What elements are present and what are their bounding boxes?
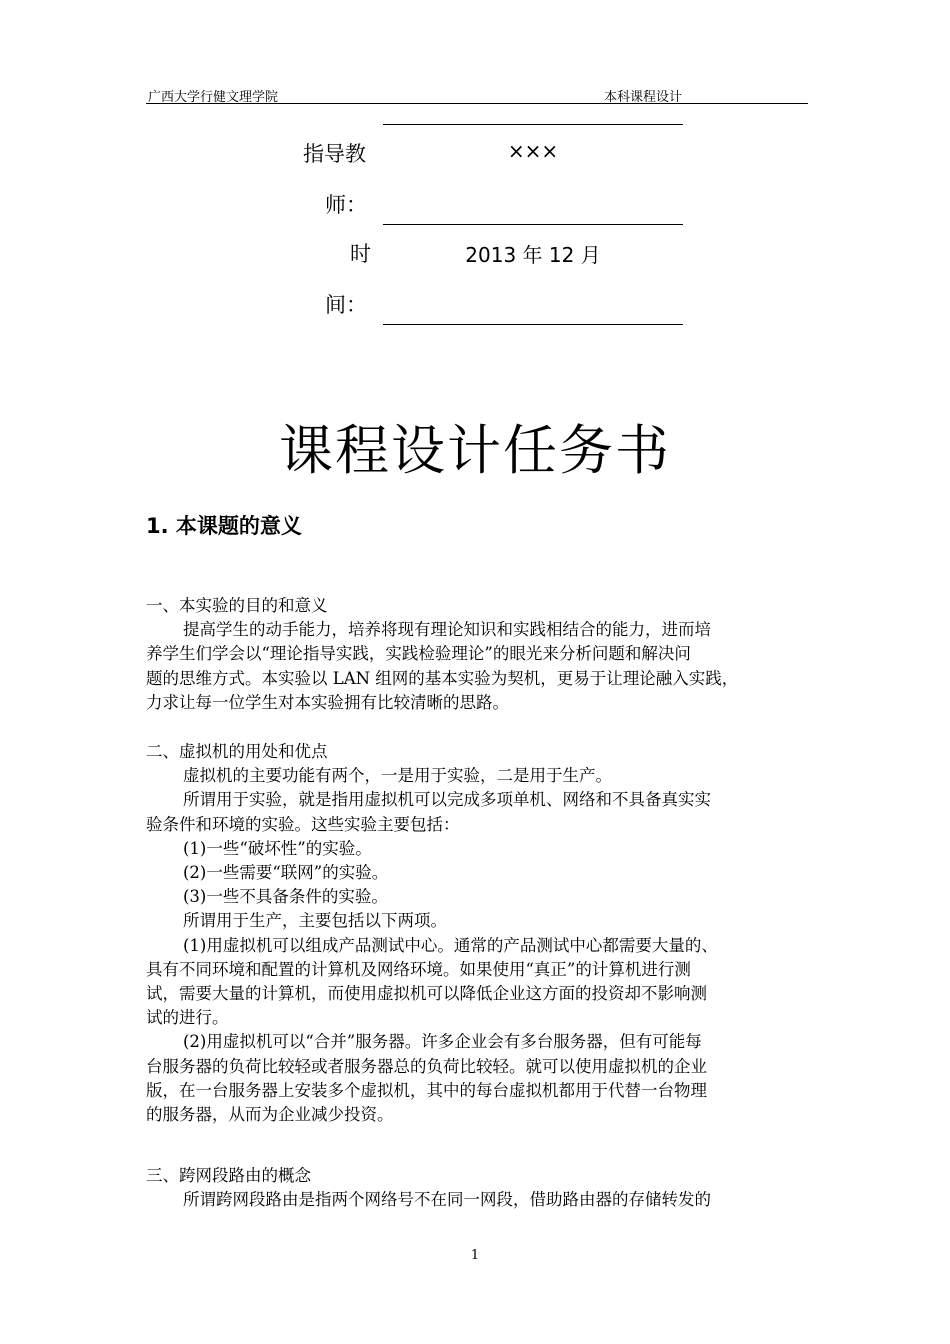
document-title: 课程设计任务书 [279, 419, 671, 482]
paragraph-line: 验条件和环境的实验。这些实验主要包括： [146, 814, 460, 834]
list-item: (1)一些“破坏性”的实验。 [183, 838, 372, 858]
section-title: 1. 本课题的意义 [146, 514, 302, 538]
block-purpose [146, 594, 810, 715]
paragraph-line: 试，需要大量的计算机，而使用虚拟机可以降低企业这方面的投资却不影响测 [146, 984, 707, 1004]
paragraph-line: 所谓跨网段路由是指两个网络号不在同一网段，借助路由器的存储转发的 [183, 1190, 711, 1210]
advisor-label-line2: 师： [325, 193, 367, 217]
time-label-line1: 时 [350, 242, 371, 266]
paragraph-line: (1)用虚拟机可以组成产品测试中心。通常的产品测试中心都需要大量的、 [183, 935, 718, 955]
list-item: (3)一些不具备条件的实验。 [183, 887, 388, 907]
paragraph-line: (2)用虚拟机可以“合并”服务器。许多企业会有多台服务器，但有可能每 [183, 1032, 702, 1052]
underline-time [383, 324, 683, 325]
advisor-label-line1: 指导教 [303, 142, 366, 166]
paragraph-line: 台服务器的负荷比较轻或者服务器总的负荷比较轻。就可以使用虚拟机的企业 [146, 1056, 707, 1076]
block-heading: 二、虚拟机的用处和优点 [146, 742, 328, 761]
page-number: 1 [470, 1248, 480, 1263]
header-rule [146, 103, 808, 104]
header-course: 本科课程设计 [604, 90, 683, 105]
time-value: 2013 年 12 月 [465, 243, 601, 267]
block-heading: 三、跨网段路由的概念 [146, 1166, 311, 1185]
paragraph-line: 具有不同环境和配置的计算机及网络环境。如果使用“真正”的计算机进行测 [146, 959, 691, 979]
advisor-value: ××× [507, 139, 559, 163]
header-school: 广西大学行健文理学院 [148, 90, 279, 105]
time-label-line2: 间： [325, 293, 367, 317]
paragraph-line: 试的进行。 [146, 1008, 229, 1028]
paragraph-line: 题的思维方式。本实验以 LAN 组网的基本实验为契机，更易于让理论融入实践， [146, 668, 739, 688]
paragraph-line: 虚拟机的主要功能有两个，一是用于实验，二是用于生产。 [183, 766, 612, 786]
block-heading: 一、本实验的目的和意义 [146, 596, 328, 615]
paragraph-line: 提高学生的动手能力，培养将现有理论知识和实践相结合的能力，进而培 [183, 620, 711, 640]
underline-advisor [383, 224, 683, 225]
list-item: (2)一些需要“联网”的实验。 [183, 863, 389, 883]
paragraph-line: 版，在一台服务器上安装多个虚拟机，其中的每台虚拟机都用于代替一台物理 [146, 1080, 707, 1100]
paragraph-line: 的服务器，从而为企业减少投资。 [146, 1105, 394, 1125]
paragraph-line: 力求让每一位学生对本实验拥有比较清晰的思路。 [146, 692, 509, 712]
block-cross-segment-routing [146, 1164, 810, 1212]
paragraph-line: 所谓用于生产，主要包括以下两项。 [183, 911, 447, 931]
underline-top [383, 124, 683, 125]
block-vm-uses [146, 740, 810, 1127]
paragraph-line: 养学生们学会以“理论指导实践，实践检验理论”的眼光来分析问题和解决问 [146, 644, 691, 664]
paragraph-line: 所谓用于实验，就是指用虚拟机可以完成多项单机、网络和不具备真实实 [183, 790, 711, 810]
